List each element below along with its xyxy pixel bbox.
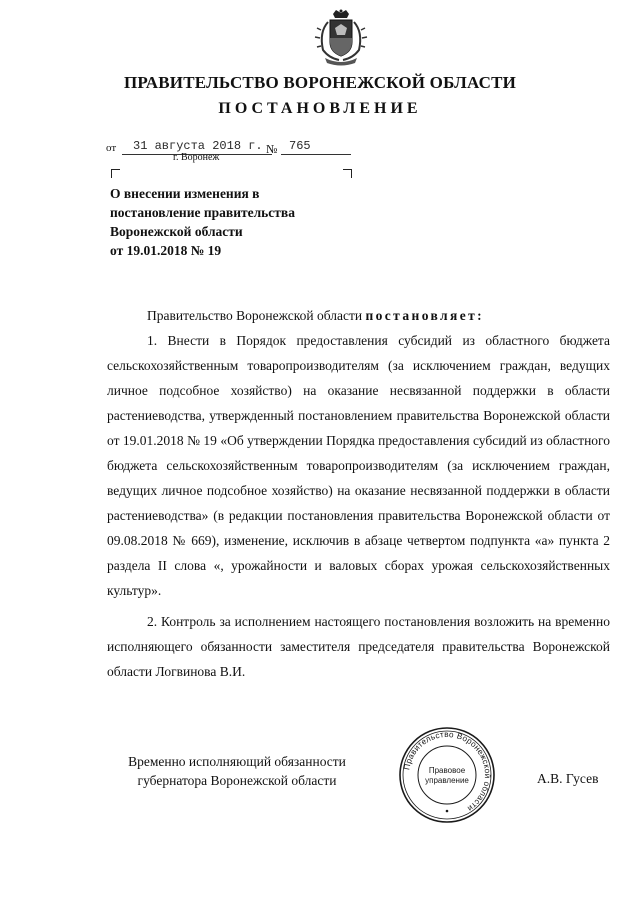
subject-line: Воронежской области [110,224,243,239]
organization-title: ПРАВИТЕЛЬСТВО ВОРОНЕЖСКОЙ ОБЛАСТИ [123,73,517,92]
intro-text: Правительство Воронежской области [147,308,363,323]
subject-bracket-left [111,169,120,178]
subject-line: постановление правительства [110,205,295,220]
number-underline [281,154,351,155]
official-stamp [397,725,497,825]
intro-emphasis: постановляет: [365,308,485,323]
coat-of-arms-emblem [311,8,371,66]
document-subject [110,184,370,260]
document-type-heading: ПОСТАНОВЛЕНИЕ [218,100,422,117]
paragraph-1: 1. Внести в Порядок предоставления субсидий из областного бюджета сельскохозяйственным товаропроизводителям (за исключением граждан, ведущих личное подсобное хозяйство) на оказание несвязанной поддержки в области растениеводства, утвержденный постановлением правительства Воронежской области от 19.01.2018 № 19 «Об утверждении Порядка предоставления субсидий из областного бюджета сельскохозяйственным товаропроизводителям (за исключением граждан, ведущих личное подсобное хозяйство) на оказание несвязанной поддержки в области растениеводства» (в редакции постановления правительства Воронежской области от 09.08.2018 № 669), изменение, исключив в абзаце четвертом подпункта «а» пункта 2 раздела II слова «, урожайности и валовых сборах урожая сельскохозяйственных культур». [107,333,610,598]
resolution-intro [107,303,610,328]
paragraph-2: 2. Контроль за исполнением настоящего постановления возложить на временно исполняющего обязанности заместителя председателя правительства Воронежской области Логвинова В.И. [107,614,610,679]
date-number-line [106,139,366,159]
subject-bracket-right [343,169,352,178]
signatory-position [107,752,367,790]
document-date: 31 августа 2018 г. [133,139,263,153]
date-prefix: от [106,142,117,154]
number-sign: № [266,142,278,156]
stamp-center-line: управление [425,776,469,785]
subject-line: от 19.01.2018 № 19 [110,243,222,258]
city-label: г. Воронеж [173,152,220,163]
document-number: 765 [289,139,311,153]
subject-line: О внесении изменения в [110,186,260,201]
stamp-star-dot [446,810,449,813]
position-line: Временно исполняющий обязанности [128,754,346,769]
document-body [107,303,610,684]
stamp-ring-text: Правительство Воронежской области [402,729,493,814]
signatory-name: А.В. Гусев [537,771,599,786]
stamp-center-line: Правовое [428,766,466,775]
position-line: губернатора Воронежской области [137,773,337,788]
